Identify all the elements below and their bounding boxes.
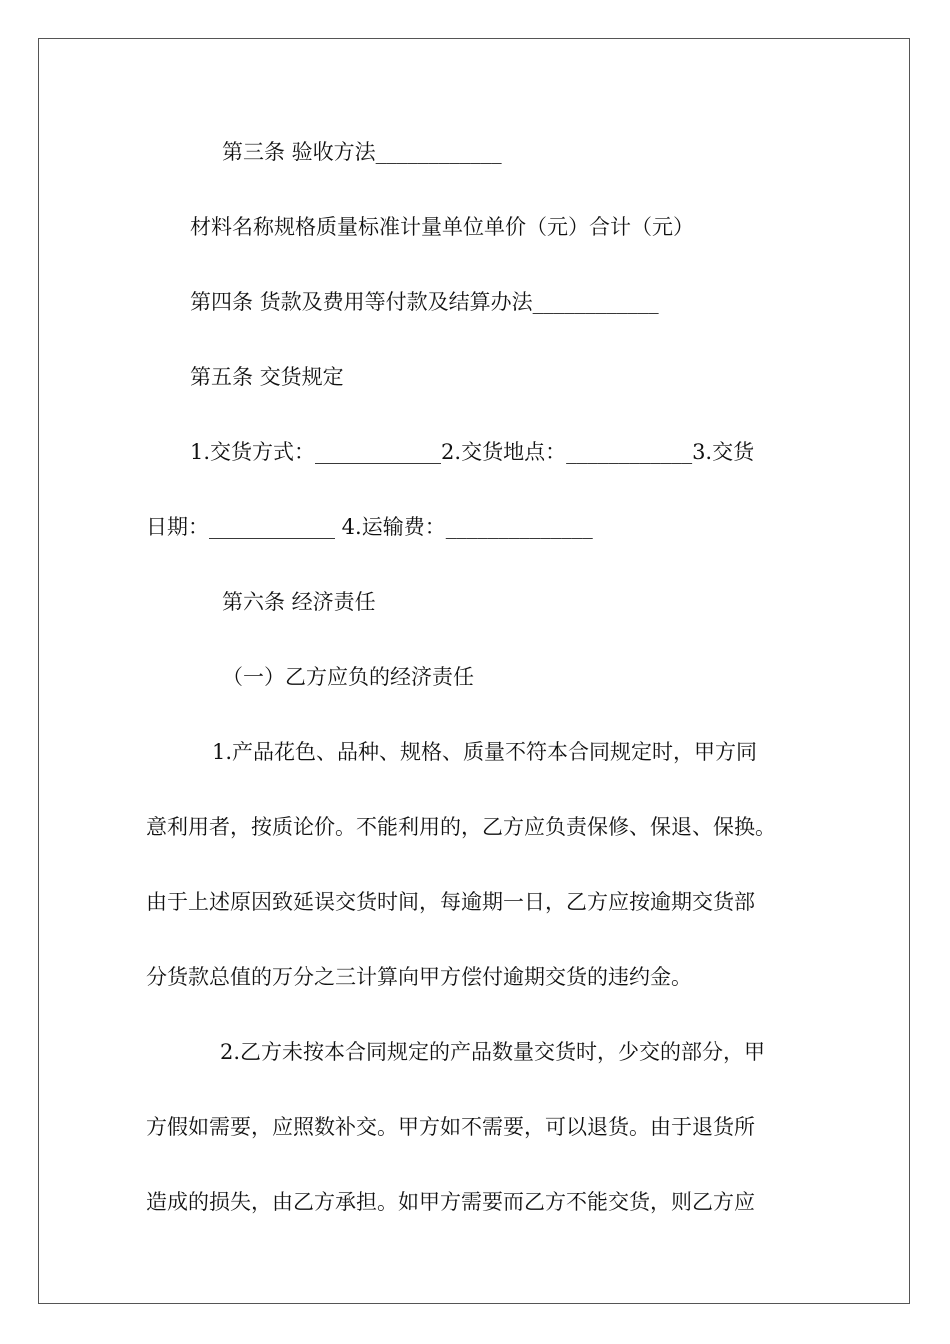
delivery-terms-line-2: 日期：____________ 4.运输费：______________ bbox=[146, 515, 593, 539]
clause-2-line-2: 方假如需要，应照数补交。甲方如不需要，可以退货。由于退货所 bbox=[146, 1115, 755, 1139]
article-4-heading: 第四条 货款及费用等付款及结算办法____________ bbox=[190, 290, 659, 314]
delivery-terms-line-1: 1.交货方式：____________2.交货地点：____________3.交货 bbox=[190, 440, 755, 464]
section-1-heading: （一）乙方应负的经济责任 bbox=[222, 665, 474, 689]
clause-1-line-1: 1.产品花色、品种、规格、质量不符本合同规定时，甲方同 bbox=[212, 740, 758, 764]
clause-2-line-1: 2.乙方未按本合同规定的产品数量交货时，少交的部分，甲 bbox=[220, 1040, 766, 1064]
clause-2-line-3: 造成的损失，由乙方承担。如甲方需要而乙方不能交货，则乙方应 bbox=[146, 1190, 755, 1214]
article-6-heading: 第六条 经济责任 bbox=[222, 590, 376, 614]
article-5-heading: 第五条 交货规定 bbox=[190, 365, 344, 389]
clause-1-line-4: 分货款总值的万分之三计算向甲方偿付逾期交货的违约金。 bbox=[146, 965, 692, 989]
material-table-header: 材料名称规格质量标准计量单位单价（元）合计（元） bbox=[190, 215, 694, 239]
clause-1-line-2: 意利用者，按质论价。不能利用的，乙方应负责保修、保退、保换。 bbox=[146, 815, 776, 839]
clause-1-line-3: 由于上述原因致延误交货时间，每逾期一日，乙方应按逾期交货部 bbox=[146, 890, 755, 914]
article-3-heading: 第三条 验收方法____________ bbox=[222, 140, 502, 164]
